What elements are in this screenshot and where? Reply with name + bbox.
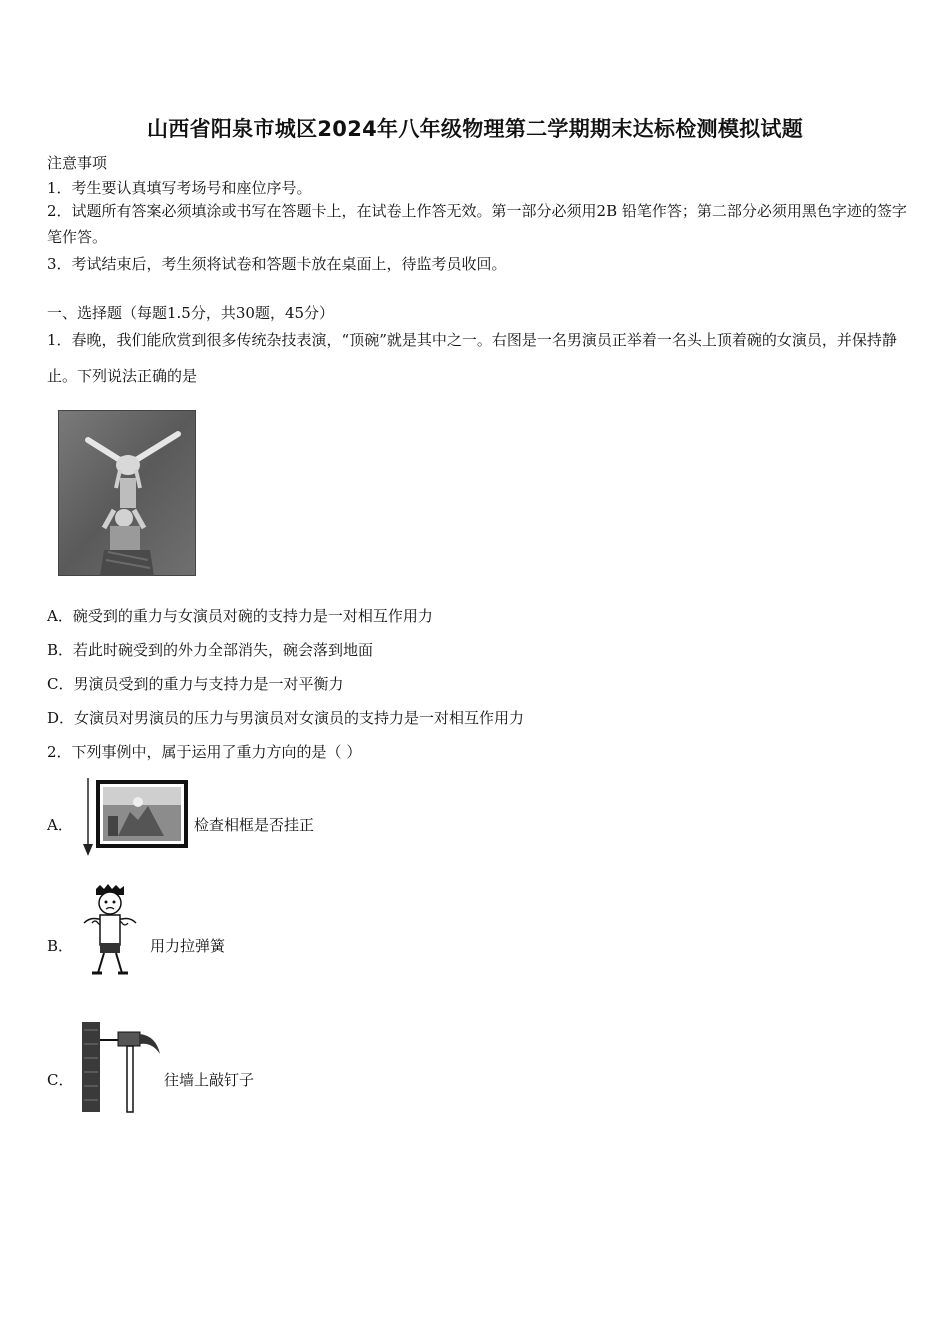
q1-option-c: C．男演员受到的重力与支持力是一对平衡力 [47,675,344,693]
q1-option-b: B．若此时碗受到的外力全部消失，碗会落到地面 [47,641,374,659]
notice-item-3: 3．考试结束后，考生须将试卷和答题卡放在桌面上，待监考员收回。 [47,255,507,273]
notice-item-1: 1．考生要认真填写考场号和座位序号。 [47,179,312,197]
notice-heading: 注意事项 [47,154,108,172]
notice-item-2: 2．试题所有答案必须填涂或书写在答题卡上，在试卷上作答无效。第一部分必须用2B 铅笔作答；第二部分必须用黑色字迹的签字笔作答。 [47,202,907,246]
plumb-line-frame-picture-icon [78,776,190,858]
q1-option-d: D．女演员对男演员的压力与男演员对女演员的支持力是一对相互作用力 [47,709,525,727]
q2-option-b-text: 用力拉弹簧 [150,937,226,955]
section-heading: 一、选择题（每题1.5分，共30题，45分） [47,304,335,322]
q2-stem: 2．下列事例中，属于运用了重力方向的是（ ） [47,743,362,761]
q2-option-c-text: 往墙上敲钉子 [164,1071,255,1089]
q2-option-a-text: 检查相框是否挂正 [194,816,315,834]
acrobat-photo-icon [58,410,196,576]
q2-option-a-letter: A． [47,816,73,834]
hammer-nail-wall-picture-icon [78,1020,162,1114]
q1-stem: 1．春晚，我们能欣赏到很多传统杂技表演，“顶碗”就是其中之一。右图是一名男演员正举着一名头上顶着碗的女演员，并保持静止。下列说法正确的是 [47,331,897,385]
q1-option-a: A．碗受到的重力与女演员对碗的支持力是一对相互作用力 [47,607,433,625]
page-title: 山西省阳泉市城区2024年八年级物理第二学期期末达标检测模拟试题 [146,117,804,141]
q2-option-b-letter: B． [47,937,74,955]
q2-option-c-letter: C． [47,1071,74,1089]
person-pulling-spring-picture-icon [78,883,142,979]
